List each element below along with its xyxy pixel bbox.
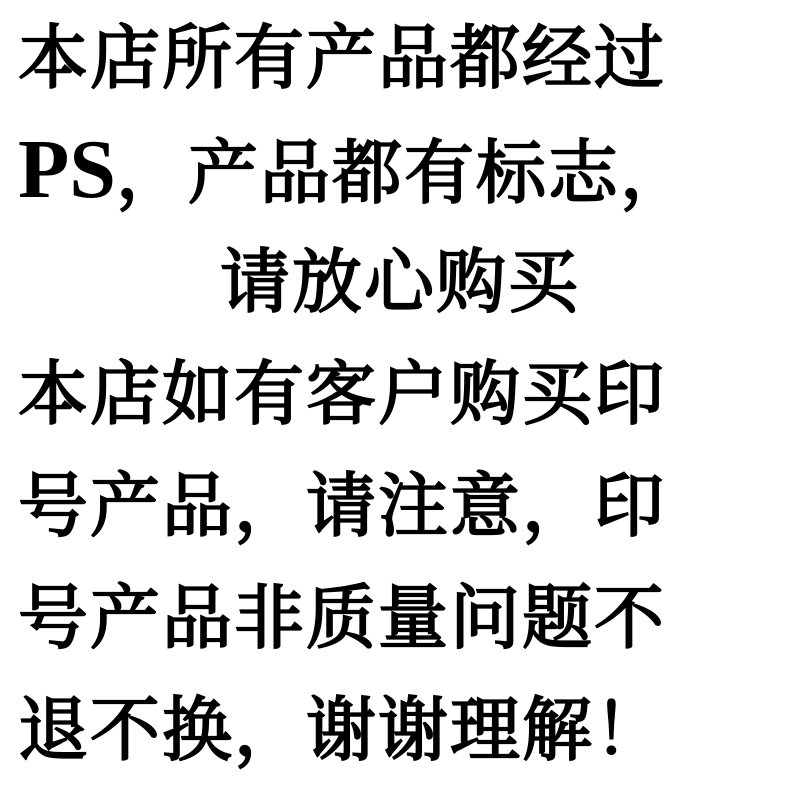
notice-line-2-prefix: PS [18,123,117,216]
notice-line-6: 号产品非质量问题不 [18,577,666,659]
notice-line-5: 号产品，请注意，印 [18,465,666,547]
notice-line-2 [18,114,782,226]
notice-line-3: 请放心购买 [220,241,580,323]
notice-line-4: 本店如有客户购买印 [18,353,666,435]
notice-line-2-text: ，产品都有标志， [116,132,693,214]
notice-line-1: 本店所有产品都经过 [18,17,666,99]
notice-line-7: 退不换，谢谢理解！ [18,689,666,771]
